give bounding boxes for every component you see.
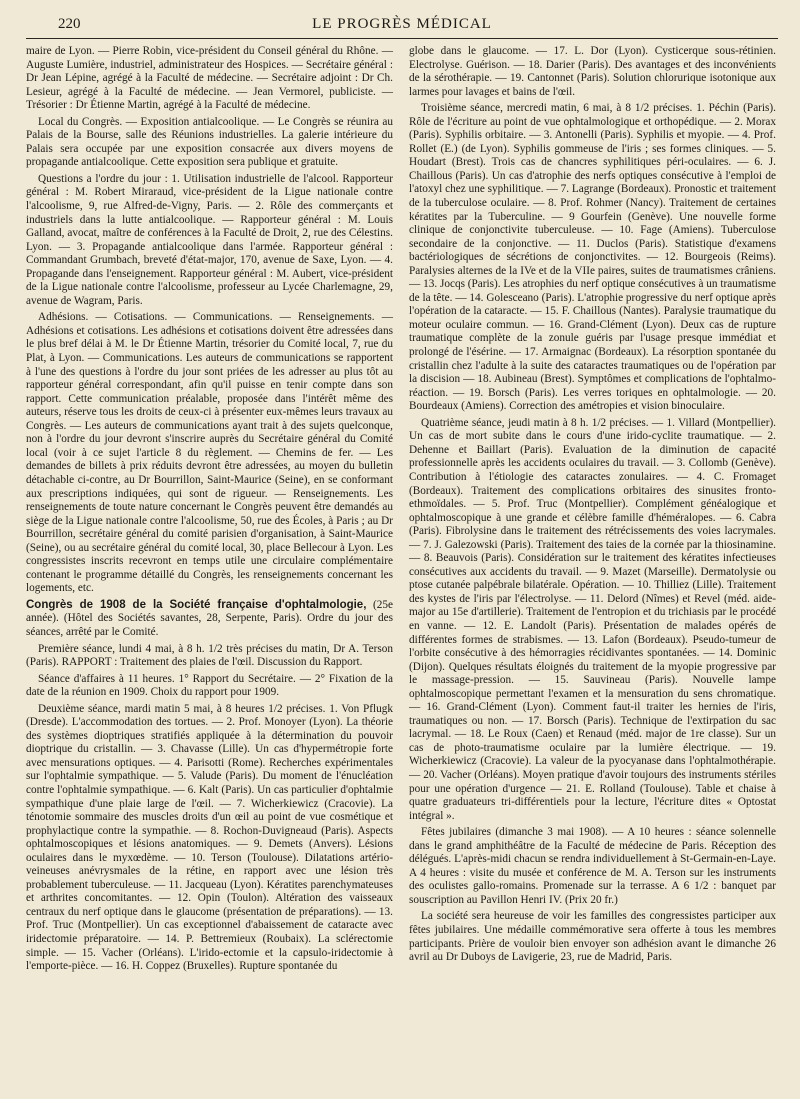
page-header: [26, 14, 778, 39]
journal-title: LE PROGRÈS MÉDICAL: [312, 16, 492, 32]
paragraph: Troisième séance, mercredi matin, 6 mai, à 8 1/2 précises. 1. Péchin (Paris). Rôle de l'écriture au point de vue ophtalmologique et orthopédique. — 2. Morax (Paris). Syphilis orbitaire. — 3. Antonelli (Paris). Syphilis et myopie. — 4. Prof. Rollet (E.) (de Lyon). Syphilis gommeuse de l'iris ; ses formes cliniques. — 5. Houdart (Brest). Trois cas de chancres syphilitiques péri-oculaires. — 6. J. Chaillous (Paris). Un cas d'atrophie des nerfs optiques consécutive à l'emploi de l'atoxyl chez une syphilitique. — 7. Lagrange (Bordeaux). Pronostic et traitement de la tuberculose oculaire. — 8. Prof. Rohmer (Nancy). Traitement de certaines kératites par la Tuberculine. — 9 Gourfein (Genève). Une nouvelle forme clinique de conjonctivite tuberculeuse. — 10. Fage (Amiens). Tuberculose secondaire de la conjonctive. — 11. Duclos (Paris). Statistique d'examens bactériologiques de sécrétions de conjonctivites. — 12. Bourgeois (Reims). Paralysies alternes de la IVe et de la VIIe paires, suites de traumatismes crâniens. — 13. Jocqs (Paris). Les atrophies du nerf optique consécutives à un traumatisme de la tête. — 14. Golesceano (Paris). L'atrophie progressive du nerf optique après l'opération de la cataracte. — 15. F. Chaillous (Nantes). Paralysie traumatique du moteur oculaire commun. — 16. Grand-Clément (Lyon). Deux cas de rupture traumatique complète de la zonule guéris par l'usage presque immédiat et prolongé de l'ésérine. — 17. Armaignac (Bordeaux). La résorption spontanée du cristallin chez l'adulte à la suite des cataractes traumatiques ou de l'opération par la discision — 18. Aubineau (Brest). Symptômes et complications de l'ophtalmo-réaction. — 19. Borsch (Paris). Les verres toriques en ophtalmologie. — 20. Bourdeaux (Amiens). Correction des amétropies et vision binoculaire.: [409, 102, 776, 413]
paragraph: La société sera heureuse de voir les familles des congressistes participer aux fêtes jubilaires. Une médaille commémorative sera offerte à tous les membres participants. Prière de vouloir bien envoyer son adhésion avant le dimanche 26 avril au Dr Duboys de Lavigerie, 23, rue de Madrid, Paris.: [409, 910, 776, 964]
paragraph: Local du Congrès. — Exposition antialcoolique. — Le Congrès se réunira au Palais de la Bourse, salle des Réunions industrielles. La galerie intérieure du Palais sera occupée par une exposition consacrée aux divers moyens de propagande antialcoolique. Cette exposition sera publique et gratuite.: [26, 115, 393, 169]
paragraph: globe dans le glaucome. — 17. L. Dor (Lyon). Cysticerque sous-rétinien. Electrolyse. Guérison. — 18. Darier (Paris). Des avantages et des inconvénients de la sérothérapie. — 19. Cantonnet (Paris). Solution chlorurique isotonique aux larmes pour lavages et bains de l'œil.: [409, 45, 776, 98]
section-heading: [26, 599, 393, 640]
article-columns: [26, 45, 778, 1095]
paragraph: Questions a l'ordre du jour : 1. Utilisation industrielle de l'alcool. Rapporteur général : M. Robert Miraraud, vice-président de la Ligue nationale contre l'alcoolisme, 9, rue Alfred-de-Vigny, Paris. — 2. Rôle des commerçants et industriels dans la lutte antialcoolique. — Rapporteur général : M. Louis Galland, avocat, maître de conférences à la Faculté de Droit, 2, rue des Célestins. Lyon. — 3. Propagande antialcoolique dans l'armée. Rapporteur général : Commandant Grumbach, breveté d'état-major, 170, avenue de Saxe, Lyon. — 4. Propagande dans l'enseignement. Rapporteur général : M. Aubert, vice-président de la Ligue nationale contre l'alcoolisme, professeur au Lycée Charlemagne, 29, avenue de Wagram, Paris.: [26, 172, 393, 307]
paragraph: maire de Lyon. — Pierre Robin, vice-président du Conseil général du Rhône. — Auguste Lumière, industriel, administrateur des Hospices. — Secrétaire général : Dr Jean Lépine, agrégé à la Faculté de médecine. — Secrétaire adjoint : Dr Ch. Lesieur, agrégé à la Faculté de médecine. — Jean Vermorel, publiciste. — Trésorier : Dr Étienne Martin, agrégé à la Faculté de médecine.: [26, 45, 393, 112]
left-column: [26, 45, 393, 1095]
paragraph: Fêtes jubilaires (dimanche 3 mai 1908). — A 10 heures : séance solennelle dans le grand amphithéâtre de la Faculté de médecine de Paris. Réception des délégués. L'après-midi chacun se rendra individuellement à St-Germain-en-Laye. A 4 heures : visite du musée et conférence de M. A. Terson sur les instruments des oculistes gallo-romains. Promenade sur la terrasse. A 6 1/2 : banquet par souscription au Pavillon Henri IV. (Prix 20 fr.): [409, 826, 776, 906]
paragraph: Adhésions. — Cotisations. — Communications. — Renseignements. — Adhésions et cotisations. Les adhésions et cotisations doivent être adressées dans le plus bref délai à M. le Dr Étienne Martin, trésorier du Comité local, 7, rue du Plat, à Lyon. — Communications. Les auteurs de communications se rapportent à l'une des questions à l'ordre du jour sont priées de les adresser au plus tôt au rapporteur général correspondant, afin qu'il puisse en tenir compte dans son rapport. Cette communication préalable, proposée dans l'intérêt même des auteurs, réserve tous les droits de ceux-ci à présenter eux-mêmes leurs travaux au Congrès. — Les auteurs de communications ayant trait à des sujets quelconque, non à l'ordre du jour devront s'inscrire auprès du Secrétaire général du Comité local (voir à ce sujet l'article 8 du règlement. — Chemins de fer. — Les demandes de billets à prix réduits devront être adressées, au moyen du bulletin détachable ci-contre, au Dr Bourrillon, Saint-Maurice (Seine), en se conformant aux prescriptions indiquées, qui sont de rigueur. — Renseignements. Les renseignements de toute nature concernant le Congrès peuvent être demandés au siège de la Ligue nationale contre l'alcoolisme, 50, rue des Écoles, à Paris ; au Dr Bourrillon, secrétaire général du comité parisien d'organisation, à Saint-Maurice (Seine), ou au secrétaire général du comité local, 30, place Bellecour à Lyon. Les congressistes inscrits recevront en temps utile une circulaire complémentaire contenant le programme détaillé du Congrès, les renseignements concernant les logements, etc.: [26, 311, 393, 595]
right-column: [409, 45, 776, 1095]
paragraph: Deuxième séance, mardi matin 5 mai, à 8 heures 1/2 précises. 1. Von Pflugk (Dresde). L'accommodation des tortues. — 2. Prof. Monoyer (Lyon). La théorie des systèmes dioptriques stratifiés appliquée à la détermination du pouvoir dioptrique du cristallin. — 3. Chavasse (Lille). Un cas d'hypermétropie forte avec mensurations optiques. — 4. Parisotti (Rome). Recherches expérimentales sur l'ophtalmie sympathique. — 5. Valude (Paris). Du moment de l'énucléation contre l'ophtalmie sympathique. — 6. Kalt (Paris). Un cas particulier d'ophtalmie sympathique d'une plaie large de l'œil. — 7. Wicherkiewicz (Cracovie). La ténotomie sommaire des muscles droits d'un œil au point de vue cosmétique et prophylactique contre la sympathie. — 8. Rochon-Duvigneaud (Paris). Aspects ophtalmoscopiques et lésions anatomiques. — 9. Demets (Anvers). Lésions oculaires dans le myxœdème. — 10. Terson (Toulouse). Dilatations artério-veineuses anévrysmales de la rétine, en rapport avec une lésion très probablement tuberculeuse. — 11. Jacqueau (Lyon). Kératites parenchymateuses et arthrites concomitantes. — 12. Opin (Toulon). Altération des vaisseaux centraux du nerf optique dans le glaucome (présentation de préparations). — 13. Prof. Truc (Montpellier). Un cas exceptionnel d'abaissement de cataracte avec iridectomie préparatoire. — 14. P. Bettremieux (Roubaix). La sclérectomie simple. — 15. Vacher (Orléans). L'irido-ectomie et la capsulo-iridectomie à l'emporte-pièce. — 16. H. Coppez (Bruxelles). Rupture spontanée du: [26, 702, 393, 973]
page-number: 220: [58, 16, 81, 32]
section-subtitle: (25e année). (Hôtel des Sociétés savantes, 28, Serpente, Paris). Ordre du jour des séances, arrêté par le Comité.: [26, 598, 393, 638]
section-title: Congrès de 1908 de la Société française d'ophtalmologie,: [26, 598, 367, 611]
paragraph: Séance d'affaires à 11 heures. 1° Rapport du Secrétaire. — 2° Fixation de la date de la réunion en 1909. Choix du rapport pour 1909.: [26, 672, 393, 699]
paragraph: Quatrième séance, jeudi matin à 8 h. 1/2 précises. — 1. Villard (Montpellier). Un cas de mort subite dans le cours d'une irido-cyclite traumatique. — 2. Dehenne et Baillart (Paris). Evaluation de la diminution de capacité professionnelle après les accidents oculaires du travail. — 3. Collomb (Genève). Contribution à l'étiologie des cataractes zonulaires. — 4. C. Fromaget (Bordeaux). Traitement des complications orbitaires des sinusites fronto-ethmoïdales. — 5. Prof. Truc (Montpellier). Complément généalogique et ophtalmoscopique à une grande et célèbre famille d'héméralopes. — 6. Cabra (Paris). Fibrolysine dans le traitement des rétrécissements des voies lacrymales. — 7. J. Galezowski (Paris). Traitement des taies de la cornée par la thiosinamine. — 8. Beauvois (Paris). Considération sur le traitement des kératites infectieuses consécutives aux accidents du travail. — 9. Mazet (Marseille). Dermatolysie ou ptose cutanée palpébrale bilatérale. Opération. — 10. Thilliez (Lille). Traitement des kystes de l'iris par l'électrolyse. — 11. Delord (Nîmes) et Revel (méd. aide-major au 15e d'artillerie). Traitement de l'entropion et du trichiasis par le procédé en vanne. — 12. E. Landolt (Paris). Présentation de malades opérés de différentes formes de strabismes. — 13. Lafon (Bordeaux). Pseudo-tumeur de l'orbite consécutive à des hémorragies récidivantes spontanées. — 14. Dominic (Dijon). Quelques résultats éloignés du traitement de la myopie progressive par le massage-pression. — 15. Sauvineau (Paris). Nouvelle lampe ophtalmoscopique permettant l'examen et la mensuration du sens chromatique. — 16. Grand-Clément (Lyon). Comment faut-il traiter les hernies de l'iris, traumatiques ou non. — 17. Borsch (Paris). Technique de l'extirpation du sac lacrymal. — 18. Le Roux (Caen) et Renaud (méd. major de 1re classe). Sur un cas de photo-traumatisme oculaire par la lumière électrique. — 19. Wicherkiewicz (Cracovie). La valeur de la pyocyanase dans l'ophtalmothérapie. — 20. Vacher (Orléans). Moyen pratique d'avoir toujours des instruments stériles pour une opération d'urgence — 21. E. Rolland (Toulouse). Table et chaise à quatre graduateurs tri-différentiels pour la lecture, l'écriture dites « Optostat intégral ».: [409, 416, 776, 822]
paragraph: Première séance, lundi 4 mai, à 8 h. 1/2 très précises du matin, Dr A. Terson (Paris). RAPPORT : Traitement des plaies de l'œil. Discussion du Rapport.: [26, 642, 393, 669]
